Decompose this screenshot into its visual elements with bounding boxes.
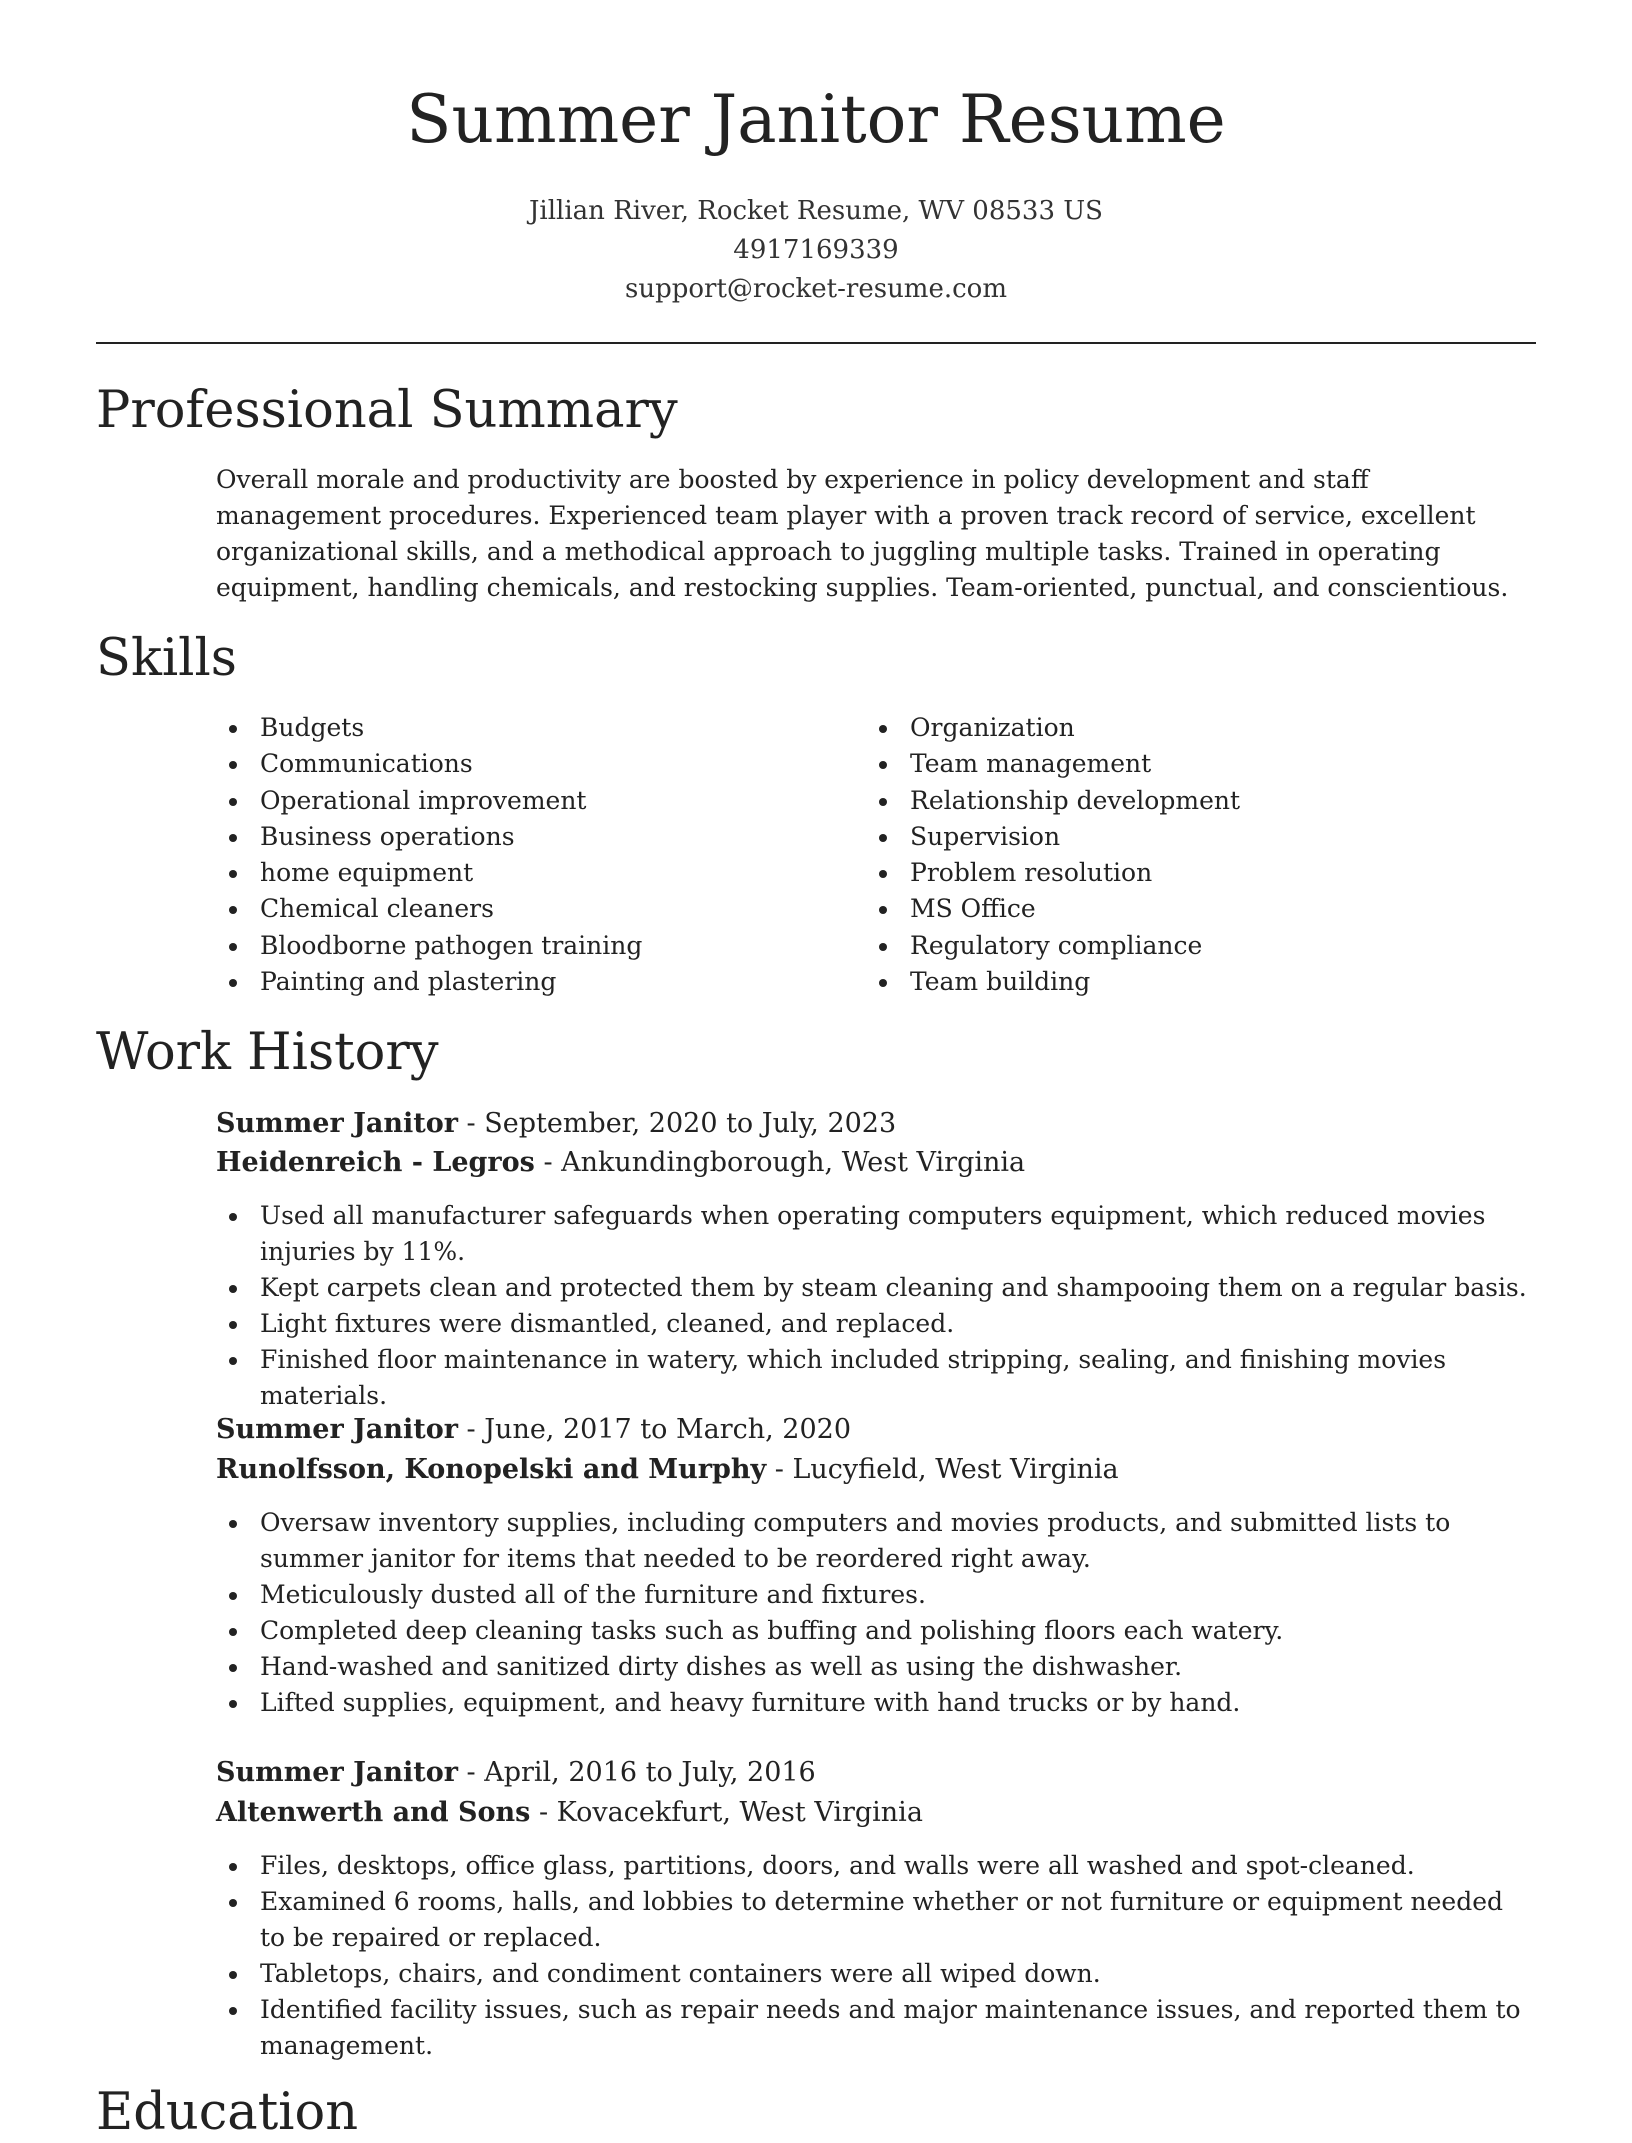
job-bullet: Examined 6 rooms, halls, and lobbies to determine whether or not furniture or equipment needed to be repaired or replaced. (260, 1884, 1536, 1956)
skill-item: Supervision (910, 819, 1240, 855)
skills-list-right (910, 710, 1240, 1000)
skill-item: Regulatory compliance (910, 928, 1240, 964)
skill-item: Organization (910, 710, 1240, 746)
skill-item: home equipment (260, 855, 642, 891)
skill-item: Budgets (260, 710, 642, 746)
job-dates: - April, 2016 to July, 2016 (457, 1757, 816, 1788)
job-title: Summer Janitor (216, 1108, 458, 1139)
skill-item: Operational improvement (260, 783, 642, 819)
job-dates: - June, 2017 to March, 2020 (457, 1414, 851, 1445)
job-bullets (260, 1198, 1536, 1414)
skill-item: Painting and plastering (260, 964, 642, 1000)
job-bullet: Tabletops, chairs, and condiment containers were all wiped down. (260, 1956, 1536, 1992)
job-company: Runolfsson, Konopelski and Murphy (216, 1454, 767, 1485)
job-company: Heidenreich - Legros (216, 1147, 535, 1178)
job-dates: - September, 2020 to July, 2023 (457, 1108, 897, 1139)
skill-item: MS Office (910, 891, 1240, 927)
skill-item: Team management (910, 746, 1240, 782)
skill-item: Problem resolution (910, 855, 1240, 891)
job-bullet: Light fixtures were dismantled, cleaned, and replaced. (260, 1306, 1536, 1342)
job-bullet: Kept carpets clean and protected them by steam cleaning and shampooing them on a regular basis. (260, 1270, 1536, 1306)
job-title-line (216, 1104, 896, 1144)
job-location: - Ankundingborough, West Virginia (534, 1147, 1026, 1178)
job-bullets (260, 1505, 1536, 1721)
skill-item: Bloodborne pathogen training (260, 928, 642, 964)
education-heading: Education (96, 2083, 359, 2142)
skill-item: Communications (260, 746, 642, 782)
job-company-line (216, 1793, 923, 1833)
contact-block (0, 192, 1632, 309)
skill-item: Relationship development (910, 783, 1240, 819)
job-location: - Kovacekfurt, West Virginia (530, 1797, 923, 1828)
skill-item: Chemical cleaners (260, 891, 642, 927)
job-bullet: Lifted supplies, equipment, and heavy furniture with hand trucks or by hand. (260, 1685, 1536, 1721)
contact-address: Jillian River, Rocket Resume, WV 08533 US (529, 196, 1103, 226)
summary-heading: Professional Summary (96, 381, 678, 440)
job-title: Summer Janitor (216, 1414, 458, 1445)
job-company-line (216, 1450, 1119, 1490)
skills-heading: Skills (96, 629, 237, 688)
job-location: - Lucyfield, West Virginia (766, 1454, 1119, 1485)
job-bullet: Identified facility issues, such as repair needs and major maintenance issues, and reported them to management. (260, 1992, 1536, 2064)
job-title-line (216, 1410, 851, 1450)
work-history-heading: Work History (96, 1023, 439, 1082)
job-bullet: Used all manufacturer safeguards when operating computers equipment, which reduced movies injuries by 11%. (260, 1198, 1536, 1270)
skills-list-left (260, 710, 642, 1000)
summary-text: Overall morale and productivity are boosted by experience in policy development and staff management procedures. Experienced team player with a proven track record of service, excellent organizational skills, and a methodical approach to juggling multiple tasks. Trained in operating equipment, handling chemicals, and restocking supplies. Team-oriented, punctual, and conscientious. (216, 465, 1509, 602)
header-divider (96, 342, 1536, 344)
job-company-line (216, 1143, 1025, 1183)
job-bullet: Meticulously dusted all of the furniture and fixtures. (260, 1577, 1536, 1613)
job-bullet: Completed deep cleaning tasks such as buffing and polishing floors each watery. (260, 1613, 1536, 1649)
skill-item: Business operations (260, 819, 642, 855)
job-company: Altenwerth and Sons (216, 1797, 531, 1828)
job-title: Summer Janitor (216, 1757, 458, 1788)
job-bullets (260, 1848, 1536, 2064)
job-title-line (216, 1753, 816, 1793)
contact-email: support@rocket-resume.com (624, 274, 1007, 304)
resume-title: Summer Janitor Resume (406, 81, 1226, 158)
skill-item: Team building (910, 964, 1240, 1000)
job-bullet: Files, desktops, office glass, partitions, doors, and walls were all washed and spot-cleaned. (260, 1848, 1536, 1884)
job-bullet: Finished floor maintenance in watery, which included stripping, sealing, and finishing movies materials. (260, 1342, 1536, 1414)
job-bullet: Hand-washed and sanitized dirty dishes as well as using the dishwasher. (260, 1649, 1536, 1685)
contact-phone: 4917169339 (733, 235, 899, 265)
job-bullet: Oversaw inventory supplies, including computers and movies products, and submitted lists to summer janitor for items that needed to be reordered right away. (260, 1505, 1536, 1577)
